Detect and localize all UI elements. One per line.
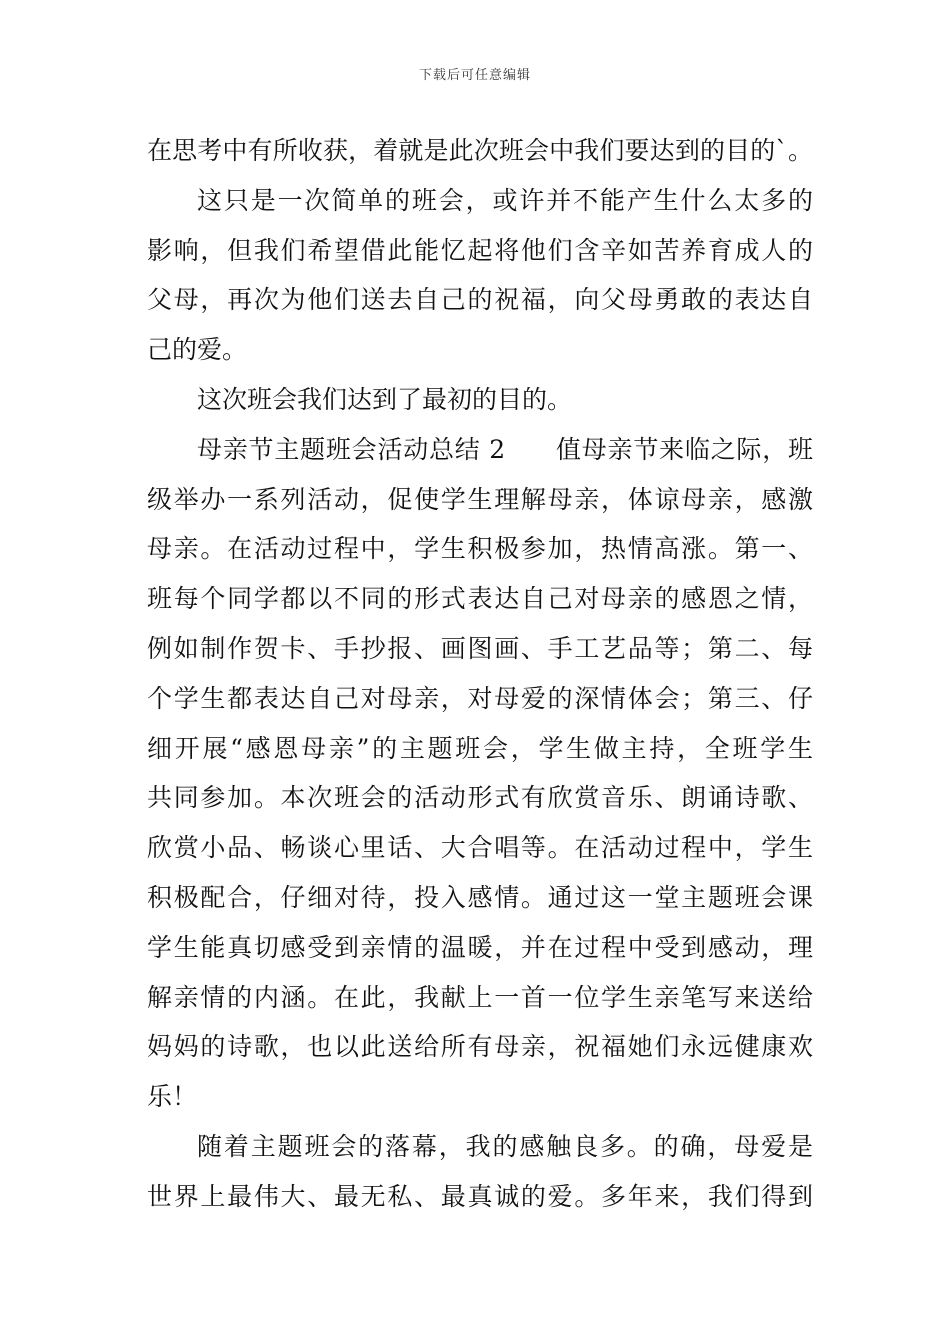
section-heading-line (147, 425, 813, 475)
text-line: 级举办一系列活动，促使学生理解母亲，体谅母亲，感激 (147, 484, 813, 514)
text-line: 这只是一次简单的班会，或许并不能产生什么太多的 (197, 185, 813, 215)
page-header: 下载后可任意编辑 (418, 68, 531, 83)
text-line: 细开展“感恩母亲”的主题班会，学生做主持，全班学生 (147, 733, 813, 763)
text-line: 个学生都表达自己对母亲，对母爱的深情体会；第三、仔 (147, 683, 813, 713)
text-line: 积极配合，仔细对待，投入感情。通过这一堂主题班会课 (147, 882, 813, 912)
text-line: 己的爱。 (147, 335, 248, 365)
text-line: 世界上最伟大、最无私、最真诚的爱。多年来，我们得到 (147, 1181, 813, 1211)
text-line: 例如制作贺卡、手抄报、画图画、手工艺品等；第二、每 (147, 633, 813, 663)
section-lead-text: 值母亲节来临之际，班 (555, 434, 813, 464)
text-line: 母亲。在活动过程中，学生积极参加，热情高涨。第一、 (147, 534, 813, 564)
document-body (147, 126, 813, 1222)
text-line: 随着主题班会的落幕，我的感触良多。的确，母爱是 (197, 1131, 813, 1161)
section-heading: 母亲节主题班会活动总结 2 (197, 434, 506, 464)
text-line: 解亲情的内涵。在此，我献上一首一位学生亲笔写来送给 (147, 982, 813, 1012)
text-line: 这次班会我们达到了最初的目的。 (197, 384, 573, 414)
text-line: 学生能真切感受到亲情的温暖，并在过程中受到感动，理 (147, 932, 813, 962)
text-line: 影响，但我们希望借此能忆起将他们含辛如苦养育成人的 (147, 235, 813, 265)
text-line: 共同参加。本次班会的活动形式有欣赏音乐、朗诵诗歌、 (147, 783, 813, 813)
text-line: 班每个同学都以不同的形式表达自己对母亲的感恩之情， (147, 584, 813, 614)
text-line: 在思考中有所收获，着就是此次班会中我们要达到的目的`。 (147, 136, 813, 165)
text-line: 欣赏小品、畅谈心里话、大合唱等。在活动过程中，学生 (147, 833, 813, 863)
text-line: 父母，再次为他们送去自己的祝福，向父母勇敢的表达自 (147, 285, 813, 315)
text-line: 乐！ (147, 1082, 198, 1112)
text-line: 妈妈的诗歌，也以此送给所有母亲，祝福她们永远健康欢 (147, 1032, 813, 1062)
